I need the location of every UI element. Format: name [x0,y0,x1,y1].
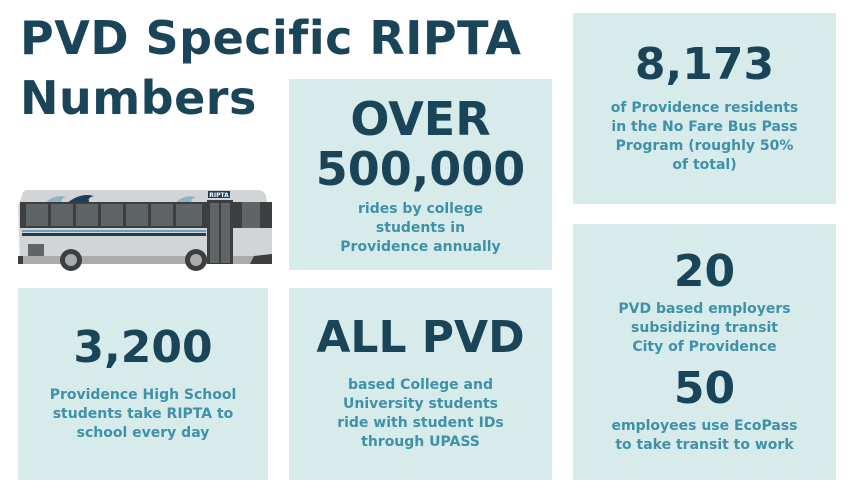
svg-text:RIPTA: RIPTA [209,192,229,199]
stat-headline: ALL PVD [316,312,525,363]
stat-headline: 50 [673,362,736,414]
stat-card-upass [289,288,552,480]
stat-card-no-fare [573,13,836,204]
stat-description: of Providence residents in the No Fare Bus Pass Program (roughly 50% of total) [610,99,799,173]
stat-headline: 500,000 [315,142,526,196]
bus-icon [14,186,274,272]
stat-card-high-school [18,288,268,480]
ripta-logo [208,191,230,199]
stat-description: PVD based employers subsidizing transit City of Providence [618,300,791,355]
stat-headline: OVER [350,92,491,146]
title-line-1: PVD Specific RIPTA [20,11,522,65]
stat-description: employees use EcoPass to take transit to work [611,417,798,453]
stat-headline: 8,173 [634,38,775,90]
stat-description: Providence High School students take RIPTA to school every day [49,386,237,441]
stat-description: rides by college students in Providence annually [340,201,501,255]
stat-card-college-rides [289,79,552,270]
stat-description: based College and University students ride with student IDs through UPASS [337,377,504,450]
stat-headline: 20 [673,245,736,297]
title-line-2: Numbers [20,71,257,125]
stat-headline: 3,200 [73,321,213,373]
stat-card-employers [573,224,836,480]
